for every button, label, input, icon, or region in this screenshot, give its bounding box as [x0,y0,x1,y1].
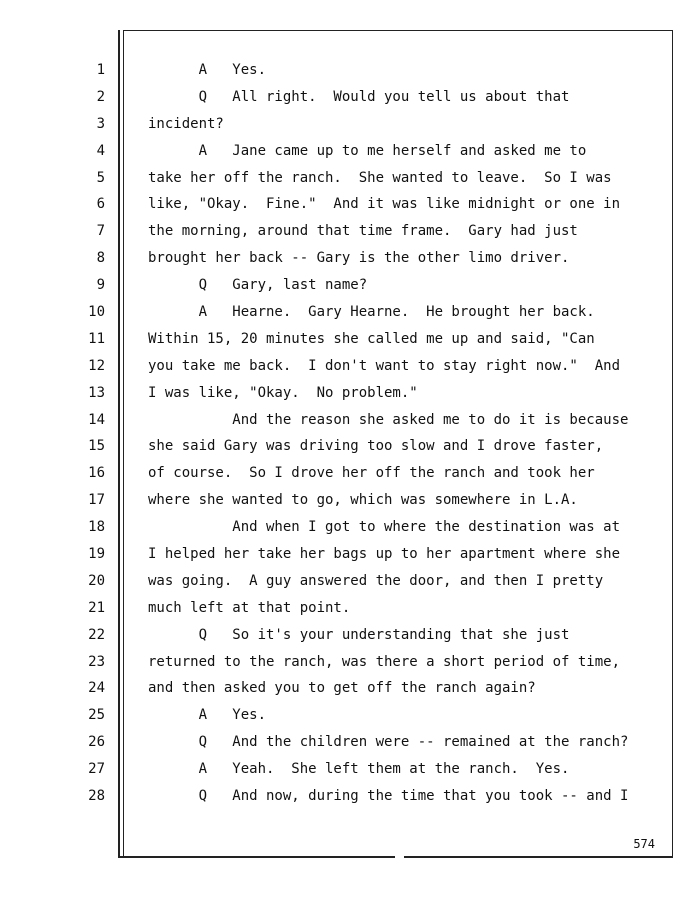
transcript-line: Q Gary, last name? [148,277,368,294]
line-number: 15 [88,438,105,455]
line-number: 19 [88,546,105,563]
line-number: 23 [88,653,105,670]
transcript-line: much left at that point. [148,599,351,616]
line-number: 27 [88,761,105,778]
transcript-line: of course. So I drove her off the ranch and took her [148,465,595,482]
line-number: 17 [88,492,105,509]
line-number: 1 [96,62,105,78]
transcript-line: A Hearne. Gary Hearne. He brought her back. [148,304,595,321]
transcript-line: like, "Okay. Fine." And it was like midnight or one in [148,196,621,213]
transcript-line: returned to the ranch, was there a short period of time, [148,653,621,670]
left-margin-rule [118,30,120,858]
line-number: 12 [88,357,105,374]
transcript-line: Q And now, during the time that you took -- and I [148,788,629,805]
transcript-line: Q So it's your understanding that she just [148,626,570,643]
transcript-line: A Jane came up to me herself and asked me to [148,142,587,159]
transcript-line: And the reason she asked me to do it is because [148,411,629,428]
line-number: 25 [88,707,105,724]
line-number: 26 [88,734,105,751]
transcript-line: was going. A guy answered the door, and then I pretty [148,572,604,589]
line-number: 20 [88,572,105,589]
line-number: 7 [96,223,105,240]
line-number: 28 [88,788,105,805]
line-number: 16 [88,465,105,482]
transcript-line: incident? [148,115,224,132]
transcript-line: she said Gary was driving too slow and I drove faster, [148,438,604,455]
transcript-line: the morning, around that time frame. Gary had just [148,223,578,240]
line-number: 21 [88,599,105,616]
line-number: 10 [88,304,105,321]
transcript-line: I was like, "Okay. No problem." [148,384,418,401]
transcript-body [148,60,663,813]
bottom-rule-left [118,856,395,858]
transcript-line: you take me back. I don't want to stay right now." And [148,357,621,374]
transcript-line: A Yeah. She left them at the ranch. Yes. [148,761,570,778]
line-number: 6 [96,196,105,213]
transcript-line: And when I got to where the destination was at [148,519,621,536]
line-number: 18 [88,519,105,536]
line-number: 13 [88,384,105,401]
line-number: 3 [96,115,105,132]
transcript-line: Q All right. Would you tell us about that [148,88,570,105]
line-number: 24 [88,680,105,697]
bottom-rule-right [404,856,673,858]
transcript-line: take her off the ranch. She wanted to leave. So I was [148,169,612,186]
line-number: 2 [96,88,105,105]
line-number: 4 [96,142,105,159]
transcript-line: A Yes. [148,707,267,724]
line-number: 8 [96,250,105,267]
transcript-line: Within 15, 20 minutes she called me up and said, "Can [148,330,595,347]
page-number: 574 [633,837,655,851]
transcript-line: Q And the children were -- remained at the ranch? [148,734,629,751]
transcript-line: I helped her take her bags up to her apartment where she [148,546,621,563]
line-number: 5 [96,169,105,186]
line-number: 14 [88,411,105,428]
line-number: 9 [96,277,105,294]
transcript-line: brought her back -- Gary is the other limo driver. [148,250,570,267]
line-number: 11 [88,330,105,347]
transcript-line: and then asked you to get off the ranch again? [148,680,536,697]
transcript-line: where she wanted to go, which was somewhere in L.A. [148,492,578,509]
transcript-line: A Yes. [148,62,267,78]
line-number-column [60,60,105,813]
line-number: 22 [88,626,105,643]
